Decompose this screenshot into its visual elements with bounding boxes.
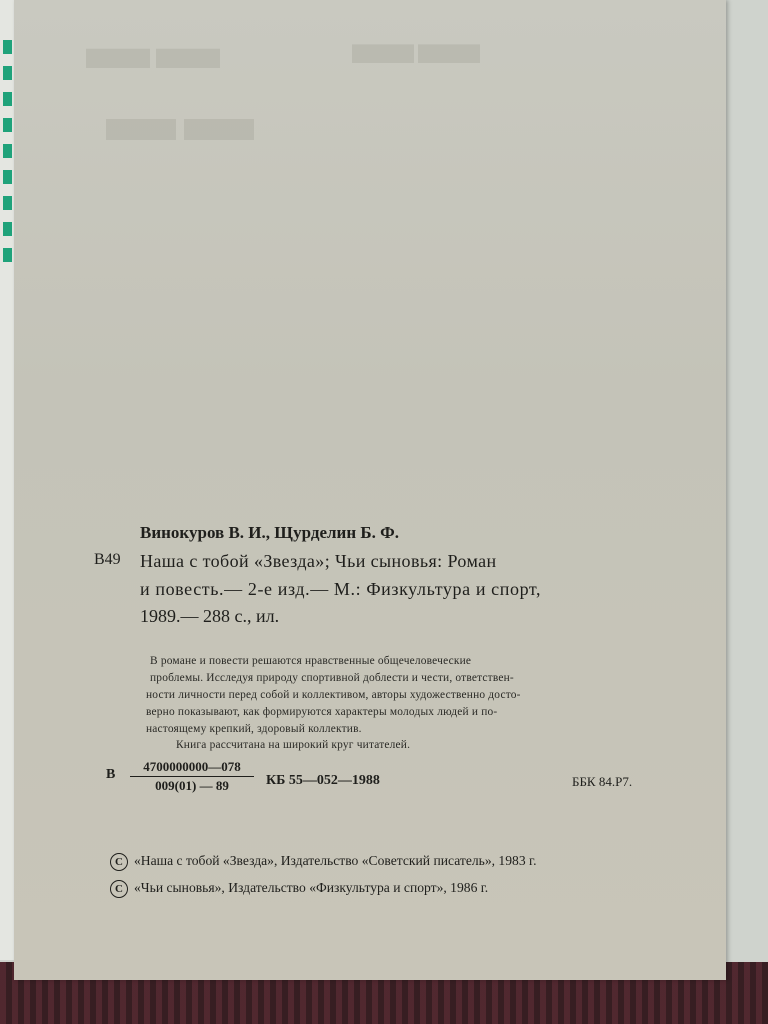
copyright-line <box>110 853 536 871</box>
catalog-fraction <box>130 759 254 794</box>
bleed-through-text: ▬▬ <box>86 11 226 82</box>
copyright-text: «Наша с тобой «Звезда», Издательство «Советский писатель», 1983 г. <box>134 853 537 869</box>
edge-tick <box>3 92 12 106</box>
edge-tick <box>3 248 12 262</box>
abstract-line: проблемы. Исследуя природу спортивной доблести и чести, ответствен- <box>150 672 514 684</box>
title-line: и повесть.— 2-е изд.— М.: Физкультура и спорт, <box>140 579 542 599</box>
abstract-line: верно показывают, как формируются характеры молодых людей и по- <box>146 706 498 718</box>
abstract-line: настоящему крепкий, здоровый коллектив. <box>146 723 362 735</box>
bleed-through-text: ▬▬ <box>352 9 484 77</box>
catalog-code: В49 <box>94 551 121 568</box>
edge-tick <box>3 170 12 184</box>
catalog-letter: В <box>106 767 116 782</box>
copyright-icon: С <box>110 880 128 898</box>
edge-tick <box>3 118 12 132</box>
title-line: Наша с тобой «Звезда»; Чьи сыновья: Роман <box>140 551 497 571</box>
bbk-code: ББК 84.Р7. <box>572 774 633 789</box>
edge-tick <box>3 40 12 54</box>
catalog-numerator: 4700000000—078 <box>130 759 254 777</box>
copyright-icon: С <box>110 853 128 871</box>
kb-code: КБ 55—052—1988 <box>266 773 380 788</box>
edge-tick <box>3 144 12 158</box>
edge-tick <box>3 222 12 236</box>
abstract-line: ности личности перед собой и коллективом, авторы художественно досто- <box>146 689 521 701</box>
edge-tick <box>3 66 12 80</box>
authors: Винокуров В. И., Щурделин Б. Ф. <box>140 523 399 542</box>
abstract-line: Книга рассчитана на широкий круг читателей. <box>176 739 411 751</box>
abstract-line: В романе и повести решаются нравственные общечеловеческие <box>150 655 472 667</box>
edge-strip <box>0 0 14 960</box>
copyright-text: «Чьи сыновья», Издательство «Физкультура и спорт», 1986 г. <box>134 880 489 896</box>
bleed-through-text: ▬▬ <box>106 79 262 156</box>
catalog-denominator: 009(01) — 89 <box>155 778 229 793</box>
book-page <box>14 0 726 980</box>
title-line: 1989.— 288 с., ил. <box>140 606 280 626</box>
edge-tick <box>3 196 12 210</box>
copyright-line <box>110 880 488 898</box>
